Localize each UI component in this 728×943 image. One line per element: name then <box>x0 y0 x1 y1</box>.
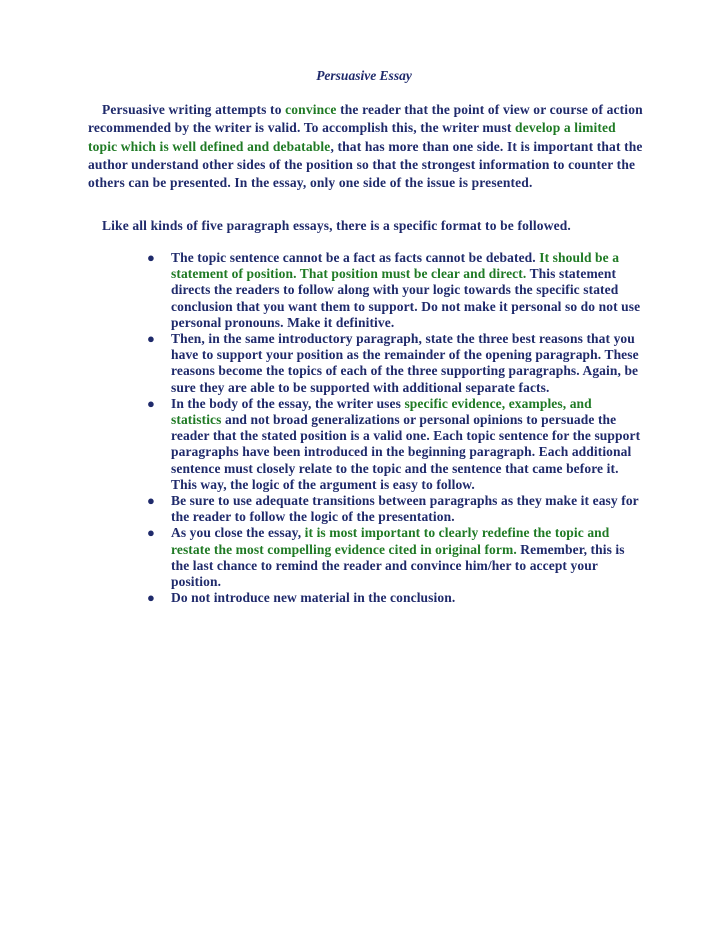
intro-paragraph <box>88 101 648 192</box>
list-item-text: Be sure to use adequate transitions between paragraphs as they make it easy for the reader to follow the logic of the presentation. <box>171 493 639 525</box>
document-title: Persuasive Essay <box>316 68 412 83</box>
list-item <box>147 590 641 606</box>
intro-text: Persuasive writing attempts to <box>102 102 286 117</box>
list-item <box>147 331 641 396</box>
list-item <box>147 395 641 493</box>
bullet-icon: ● <box>147 525 155 541</box>
bullet-icon: ● <box>147 250 155 265</box>
intro-highlight: convince <box>285 102 337 117</box>
list-item-text: Do not introduce new material in the conclusion. <box>171 590 456 606</box>
bullet-icon: ● <box>147 590 155 606</box>
list-item-highlight: specific evidence, examples, and statistics <box>171 395 592 428</box>
list-item-highlight: it is most important to clearly redefine the topic and restate the most compelling evidence cited in original form. <box>171 525 610 557</box>
list-item-text: This statement directs the readers to follow along with your logic towards the specific stated conclusion that you want them to support. Do not make it personal so do not use personal pronouns. Make it definitive. <box>171 266 641 330</box>
format-list <box>147 250 641 606</box>
list-item <box>147 525 641 590</box>
list-item-text: and not broad generalizations or personal opinions to persuade the reader that the stated position is a valid one. Each topic sentence for the support paragraphs have been introduced in the beginning paragraph. Each additional sentence must closely relate to the topic and the sentence that came before it. This way, the logic of the argument is easy to follow. <box>171 412 641 492</box>
list-item-text: Then, in the same introductory paragraph, state the three best reasons that you have to support your position as the remainder of the opening paragraph. These reasons become the topics of each of the three supporting paragraphs. Again, be sure they are able to be supported with additional separate facts. <box>171 331 639 395</box>
intro-text: , that has more than one side. It is important that the author understand other sides of the position so that the strongest information to counter the others can be presented. In the essay, only one side of the issue is presented. <box>88 138 643 191</box>
list-item <box>147 250 641 331</box>
intro-highlight: develop a limited topic which is well defined and debatable <box>88 120 616 154</box>
list-item-text: In the body of the essay, the writer uses <box>171 395 405 411</box>
bullet-icon: ● <box>147 493 155 509</box>
list-item <box>147 493 641 525</box>
list-item-highlight: It should be a statement of position. That position must be clear and direct. <box>171 250 620 282</box>
list-item-text: The topic sentence cannot be a fact as facts cannot be debated. <box>171 250 540 265</box>
list-item-text: Remember, this is the last chance to remind the reader and convince him/her to accept your position. <box>171 541 625 590</box>
intro-text: the reader that the point of view or course of action recommended by the writer is valid. To accomplish this, the writer must <box>88 102 643 136</box>
list-item-text: As you close the essay, <box>171 525 305 541</box>
format-paragraph: Like all kinds of five paragraph essays, there is a specific format to be followed. <box>102 218 571 233</box>
bullet-icon: ● <box>147 395 155 411</box>
bullet-icon: ● <box>147 331 155 347</box>
